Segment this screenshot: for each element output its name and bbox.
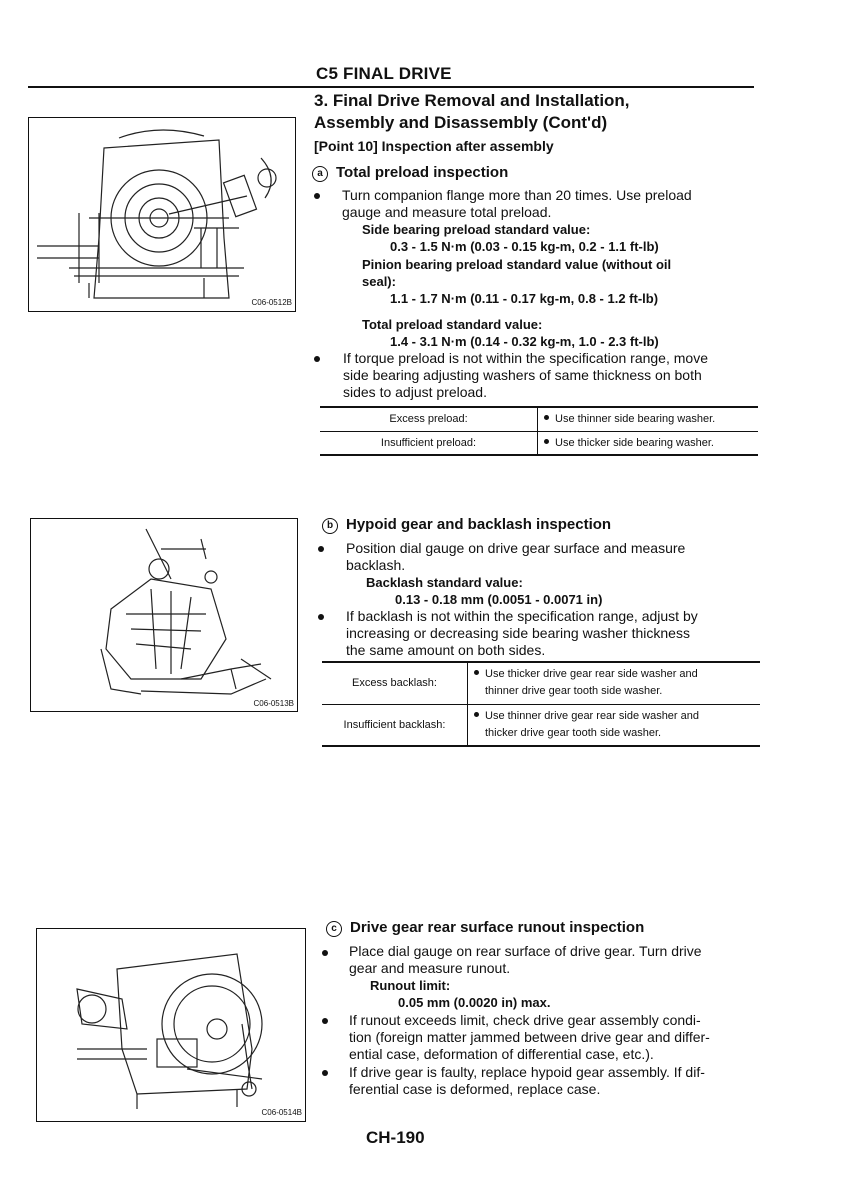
bullet-icon — [474, 670, 479, 675]
table-cell-action — [538, 407, 759, 431]
preload-table — [320, 406, 758, 456]
bullet-icon — [314, 193, 320, 199]
section-b-bullet2-line1: If backlash is not within the specification range, adjust by — [346, 608, 698, 624]
section-b-title: Hypoid gear and backlash inspection — [346, 516, 612, 533]
table-cell-action — [538, 431, 759, 455]
table-row — [322, 704, 760, 746]
table-row — [320, 431, 758, 455]
total-preload-label: Total preload standard value: — [362, 317, 543, 332]
section-a-bullet2-line3: sides to adjust preload. — [343, 384, 487, 400]
figure-runout-gauge — [36, 928, 306, 1122]
pinion-bearing-label-line1: Pinion bearing preload standard value (without oil — [362, 257, 672, 272]
bullet-icon — [322, 950, 328, 956]
table-cell-condition: Insufficient preload: — [320, 431, 538, 455]
section-a-bullet1-line2: gauge and measure total preload. — [342, 204, 552, 220]
action-text-line1: Use thicker drive gear rear side washer and — [485, 668, 698, 681]
section-a-bullet2-line2: side bearing adjusting washers of same thickness on both — [343, 367, 702, 383]
section-b-bullet2-line2: increasing or decreasing side bearing washer thickness — [346, 625, 690, 641]
section-c-bullet2-line2: tion (foreign matter jammed between drive gear and differ- — [349, 1029, 710, 1045]
section-a-title: Total preload inspection — [336, 164, 509, 181]
backlash-label: Backlash standard value: — [366, 575, 523, 590]
page-title-line1: 3. Final Drive Removal and Installation, — [314, 91, 630, 110]
section-c-bullet3-line2: ferential case is deformed, replace case. — [349, 1081, 601, 1097]
bullet-icon — [318, 614, 324, 620]
bullet-icon — [544, 415, 549, 420]
bullet-icon — [322, 1070, 328, 1076]
bullet-icon — [322, 1018, 328, 1024]
action-text-line2: thicker drive gear tooth side washer. — [485, 726, 662, 739]
bullet-icon — [474, 712, 479, 717]
figure-preload-gauge — [28, 117, 296, 312]
pinion-bearing-value: 1.1 - 1.7 N·m (0.11 - 0.17 kg-m, 0.8 - 1.2 ft-lb) — [390, 291, 659, 306]
point-heading: [Point 10] Inspection after assembly — [314, 138, 554, 154]
section-b-bullet2-line3: the same amount on both sides. — [346, 642, 546, 658]
section-b-heading — [322, 516, 611, 534]
table-row — [320, 407, 758, 431]
section-c-bullet1-line1: Place dial gauge on rear surface of drive gear. Turn drive — [349, 943, 702, 959]
section-c-bullet1-line2: gear and measure runout. — [349, 960, 511, 976]
table-cell-condition: Insufficient backlash: — [322, 704, 468, 746]
section-c-bullet2-line1: If runout exceeds limit, check drive gear assembly condi- — [349, 1012, 701, 1028]
side-bearing-value: 0.3 - 1.5 N·m (0.03 - 0.15 kg-m, 0.2 - 1.1 ft-lb) — [390, 239, 659, 254]
section-header: C5 FINAL DRIVE — [316, 64, 452, 83]
section-c-title: Drive gear rear surface runout inspection — [350, 919, 645, 936]
figure-code: C06-0512B — [251, 298, 292, 307]
page-number: CH-190 — [366, 1128, 425, 1147]
preload-gauge-illustration — [29, 118, 295, 311]
action-text-line1: Use thinner drive gear rear side washer and — [485, 709, 700, 722]
action-text: Use thicker side bearing washer. — [555, 436, 714, 449]
side-bearing-label: Side bearing preload standard value: — [362, 222, 591, 237]
action-text-line2: thinner drive gear tooth side washer. — [485, 685, 663, 698]
bullet-icon — [544, 439, 549, 444]
table-cell-condition: Excess backlash: — [322, 662, 468, 704]
table-cell-action — [468, 662, 761, 704]
runout-label: Runout limit: — [370, 978, 451, 993]
section-c-bullet2-line3: ential case, deformation of differential case, etc.). — [349, 1046, 654, 1062]
section-b-bullet1-line2: backlash. — [346, 557, 406, 573]
table-cell-condition: Excess preload: — [320, 407, 538, 431]
bullet-icon — [318, 546, 324, 552]
action-text: Use thinner side bearing washer. — [555, 413, 716, 426]
figure-code: C06-0514B — [261, 1108, 302, 1117]
pinion-bearing-label-line2: seal): — [362, 274, 396, 289]
page-title-line2: Assembly and Disassembly (Cont'd) — [314, 113, 608, 132]
bullet-icon — [314, 356, 320, 362]
letter-b-icon: b — [322, 518, 338, 534]
figure-backlash-gauge — [30, 518, 298, 712]
section-c-bullet3-line1: If drive gear is faulty, replace hypoid gear assembly. If dif- — [349, 1064, 705, 1080]
section-a-heading — [312, 164, 508, 182]
runout-gauge-illustration — [37, 929, 305, 1121]
section-c-heading — [326, 919, 644, 937]
backlash-gauge-illustration — [31, 519, 297, 711]
backlash-value: 0.13 - 0.18 mm (0.0051 - 0.0071 in) — [395, 592, 603, 607]
runout-value: 0.05 mm (0.0020 in) max. — [398, 995, 551, 1010]
total-preload-value: 1.4 - 3.1 N·m (0.14 - 0.32 kg-m, 1.0 - 2.3 ft-lb) — [390, 334, 659, 349]
section-b-bullet1-line1: Position dial gauge on drive gear surface and measure — [346, 540, 686, 556]
section-a-bullet1-line1: Turn companion flange more than 20 times. Use preload — [342, 187, 692, 203]
table-row — [322, 662, 760, 704]
header-rule — [28, 86, 754, 88]
backlash-table — [322, 661, 760, 747]
section-a-bullet2-line1: If torque preload is not within the specification range, move — [343, 350, 708, 366]
table-cell-action — [468, 704, 761, 746]
letter-a-icon: a — [312, 166, 328, 182]
letter-c-icon: c — [326, 921, 342, 937]
figure-code: C06-0513B — [253, 699, 294, 708]
